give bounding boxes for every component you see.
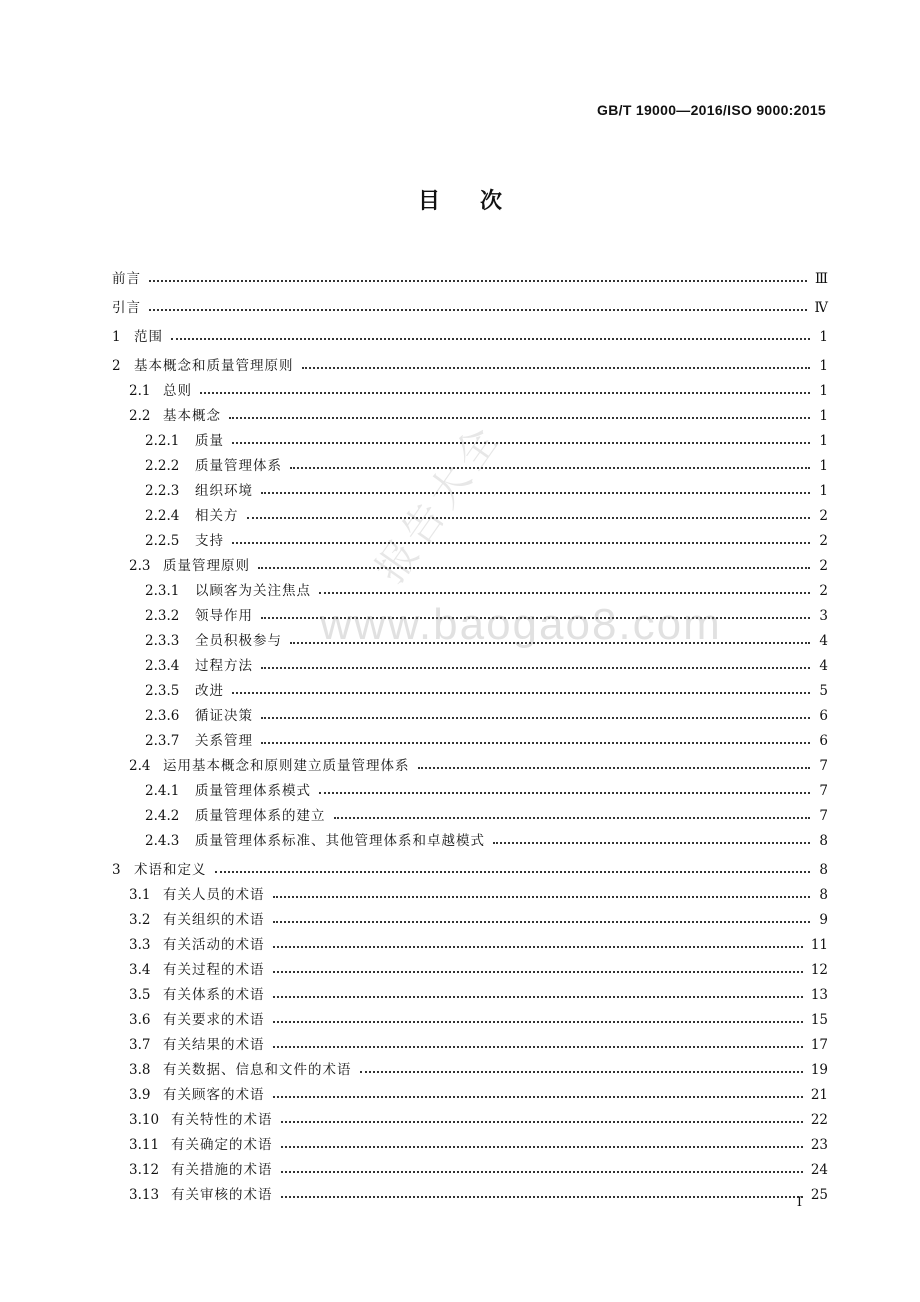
toc-entry-number: 2.2 [129,408,151,424]
toc-entry-number: 2.3.2 [145,608,180,624]
toc-entry-title: 总则 [163,383,192,399]
toc-entry[interactable] [112,774,828,799]
toc-entry-title: 改进 [195,683,224,699]
toc-dot-leader [261,666,810,669]
toc-entry-page: 12 [810,962,828,978]
toc-entry-title: 全员积极参与 [195,633,282,649]
toc-entry[interactable] [112,374,828,399]
toc-entry-number: 3.13 [129,1187,160,1203]
toc-entry-number: 2 [112,358,121,374]
toc-entry-page: 25 [810,1187,828,1203]
toc-entry-page: 2 [819,558,828,574]
toc-entry-page: 9 [819,912,828,928]
toc-entry[interactable] [112,474,828,499]
page-number: I [796,1195,802,1210]
toc-entry-title: 相关方 [195,508,239,524]
toc-entry-title: 有关人员的术语 [163,887,265,903]
toc-entry-number: 3.11 [129,1137,160,1153]
toc-dot-leader [273,920,811,923]
toc-entry-number: 3.4 [129,962,151,978]
toc-entry[interactable] [112,262,828,287]
toc-entry-page: 6 [819,733,828,749]
toc-entry-number: 2.3 [129,558,151,574]
toc-entry-title: 过程方法 [195,658,253,674]
toc-entry-page: 7 [819,808,828,824]
toc-entry[interactable] [112,928,828,953]
toc-entry-page: 4 [819,633,828,649]
toc-dot-leader [273,1095,803,1098]
toc-dot-leader [273,1020,803,1023]
toc-entry-page: 11 [810,937,828,953]
toc-entry-title: 质量 [195,433,224,449]
toc-entry-page: 7 [819,783,828,799]
toc-entry-title: 有关顾客的术语 [163,1087,265,1103]
toc-dot-leader [273,945,803,948]
toc-entry[interactable] [112,424,828,449]
toc-entry-title: 基本概念和质量管理原则 [134,358,294,374]
toc-entry-page: 1 [819,329,828,345]
toc-entry-title: 有关结果的术语 [163,1037,265,1053]
toc-entry-number: 2.4 [129,758,151,774]
toc-entry-number: 2.1 [129,383,151,399]
toc-entry-title: 有关体系的术语 [163,987,265,1003]
toc-entry-number: 3.6 [129,1012,151,1028]
toc-entry[interactable] [112,953,828,978]
toc-entry-number: 2.2.5 [145,533,180,549]
toc-entry[interactable] [112,824,828,849]
toc-entry[interactable] [112,499,828,524]
toc-entry[interactable] [112,978,828,1003]
toc-entry-number: 2.3.3 [145,633,180,649]
table-of-contents [112,262,828,1203]
toc-entry-title: 前言 [112,271,141,287]
toc-dot-leader [281,1120,803,1123]
watermark-url: www.baogao8.com [320,600,722,649]
toc-entry-number: 2.4.1 [145,783,180,799]
standard-code: GB/T 19000—2016/ISO 9000:2015 [597,102,826,118]
toc-entry-page: 23 [810,1137,828,1153]
toc-entry[interactable] [112,399,828,424]
toc-entry[interactable] [112,574,828,599]
toc-entry[interactable] [112,624,828,649]
toc-entry-number: 3.3 [129,937,151,953]
toc-dot-leader [319,591,810,594]
toc-dot-leader [302,366,811,369]
toc-entry[interactable] [112,878,828,903]
toc-entry[interactable] [112,903,828,928]
toc-dot-leader [281,1145,803,1148]
toc-entry-title: 范围 [134,329,163,345]
toc-entry-number: 2.3.5 [145,683,180,699]
toc-entry-title: 质量管理体系的建立 [195,808,326,824]
watermark-text: 报告大全 [367,414,511,592]
toc-entry-number: 2.2.2 [145,458,180,474]
toc-entry[interactable] [112,1028,828,1053]
toc-entry-title: 组织环境 [195,483,253,499]
toc-dot-leader [261,491,810,494]
toc-entry-title: 有关数据、信息和文件的术语 [163,1062,352,1078]
toc-entry-number: 3.7 [129,1037,151,1053]
toc-dot-leader [261,616,810,619]
toc-entry-title: 引言 [112,300,141,316]
toc-entry-page: 1 [819,383,828,399]
toc-entry-number: 3.5 [129,987,151,1003]
toc-entry-page: 8 [819,833,828,849]
toc-entry-title: 关系管理 [195,733,253,749]
toc-entry-page: 24 [810,1162,828,1178]
toc-entry-page: 1 [819,433,828,449]
toc-entry-number: 3.9 [129,1087,151,1103]
toc-entry[interactable] [112,1103,828,1128]
toc-entry-page: 1 [819,483,828,499]
toc-dot-leader [261,716,810,719]
toc-dot-leader [273,995,803,998]
toc-entry-title: 有关确定的术语 [171,1137,273,1153]
toc-dot-leader [232,441,810,444]
toc-entry-page: 8 [819,887,828,903]
toc-entry-number: 1 [112,329,121,345]
toc-entry-title: 基本概念 [163,408,221,424]
toc-entry-page: 13 [810,987,828,1003]
toc-entry-number: 2.2.3 [145,483,180,499]
toc-entry-page: 2 [819,508,828,524]
toc-entry-title: 质量管理体系标准、其他管理体系和卓越模式 [195,833,485,849]
toc-entry-number: 3 [112,862,121,878]
toc-entry-title: 有关审核的术语 [171,1187,273,1203]
toc-entry[interactable] [112,649,828,674]
toc-entry[interactable] [112,449,828,474]
toc-entry-page: Ⅳ [814,300,828,316]
toc-dot-leader [281,1195,803,1198]
toc-entry[interactable] [112,699,828,724]
toc-entry-page: 6 [819,708,828,724]
toc-dot-leader [200,391,810,394]
toc-entry-page: 22 [810,1112,828,1128]
toc-dot-leader [273,1045,803,1048]
toc-entry-title: 运用基本概念和原则建立质量管理体系 [163,758,410,774]
toc-entry-page: Ⅲ [814,271,828,287]
toc-entry-title: 以顾客为关注焦点 [195,583,311,599]
toc-dot-leader [232,691,810,694]
toc-entry-page: 1 [819,458,828,474]
toc-entry-number: 2.2.4 [145,508,180,524]
toc-dot-leader [290,641,810,644]
toc-entry[interactable] [112,1078,828,1103]
toc-entry[interactable] [112,524,828,549]
toc-entry-number: 3.1 [129,887,151,903]
toc-entry[interactable] [112,1053,828,1078]
toc-entry[interactable] [112,749,828,774]
toc-entry-page: 17 [810,1037,828,1053]
toc-dot-leader [493,841,810,844]
toc-entry[interactable] [112,1128,828,1153]
toc-entry[interactable] [112,1178,828,1203]
toc-entry-number: 2.4.3 [145,833,180,849]
toc-dot-leader [232,541,810,544]
toc-entry-number: 3.2 [129,912,151,928]
toc-entry[interactable] [112,1153,828,1178]
toc-entry-number: 2.3.4 [145,658,180,674]
toc-entry-number: 2.2.1 [145,433,180,449]
toc-dot-leader [149,279,807,282]
toc-dot-leader [273,895,811,898]
toc-entry[interactable] [112,320,828,345]
toc-entry-title: 术语和定义 [134,862,207,878]
toc-entry-title: 有关组织的术语 [163,912,265,928]
toc-entry-page: 2 [819,533,828,549]
toc-dot-leader [258,566,810,569]
toc-entry-title: 有关过程的术语 [163,962,265,978]
toc-entry-title: 支持 [195,533,224,549]
toc-entry-number: 2.3.1 [145,583,180,599]
toc-entry-title: 有关要求的术语 [163,1012,265,1028]
toc-entry-page: 7 [819,758,828,774]
toc-entry-page: 21 [810,1087,828,1103]
toc-entry-page: 15 [810,1012,828,1028]
toc-entry-title: 质量管理体系模式 [195,783,311,799]
toc-entry-title: 有关特性的术语 [171,1112,273,1128]
toc-entry-number: 2.4.2 [145,808,180,824]
toc-entry-title: 有关活动的术语 [163,937,265,953]
toc-dot-leader [290,466,810,469]
page-title: 目次 [417,188,542,214]
toc-entry-page: 1 [819,358,828,374]
toc-entry[interactable] [112,853,828,878]
toc-entry-number: 2.3.6 [145,708,180,724]
toc-dot-leader [215,870,811,873]
toc-entry[interactable] [112,674,828,699]
toc-entry[interactable] [112,799,828,824]
toc-dot-leader [418,766,811,769]
toc-entry-number: 3.12 [129,1162,160,1178]
toc-entry-page: 8 [819,862,828,878]
toc-entry-title: 有关措施的术语 [171,1162,273,1178]
toc-entry-page: 1 [819,408,828,424]
toc-entry-title: 质量管理体系 [195,458,282,474]
toc-entry-page: 5 [819,683,828,699]
toc-dot-leader [281,1170,803,1173]
toc-entry[interactable] [112,1003,828,1028]
toc-entry-title: 领导作用 [195,608,253,624]
toc-entry[interactable] [112,291,828,316]
toc-entry-title: 循证决策 [195,708,253,724]
toc-entry-page: 3 [819,608,828,624]
toc-entry-page: 2 [819,583,828,599]
toc-dot-leader [261,741,810,744]
toc-entry-title: 质量管理原则 [163,558,250,574]
toc-dot-leader [360,1070,803,1073]
toc-entry[interactable] [112,724,828,749]
toc-dot-leader [247,516,811,519]
toc-dot-leader [171,337,810,340]
toc-entry[interactable] [112,349,828,374]
toc-entry-page: 19 [810,1062,828,1078]
toc-entry-number: 3.10 [129,1112,160,1128]
toc-dot-leader [273,970,803,973]
toc-entry-page: 4 [819,658,828,674]
toc-dot-leader [229,416,810,419]
toc-dot-leader [319,791,810,794]
toc-dot-leader [149,308,807,311]
toc-entry-number: 3.8 [129,1062,151,1078]
toc-dot-leader [334,816,811,819]
toc-entry[interactable] [112,549,828,574]
toc-entry[interactable] [112,599,828,624]
toc-entry-number: 2.3.7 [145,733,180,749]
